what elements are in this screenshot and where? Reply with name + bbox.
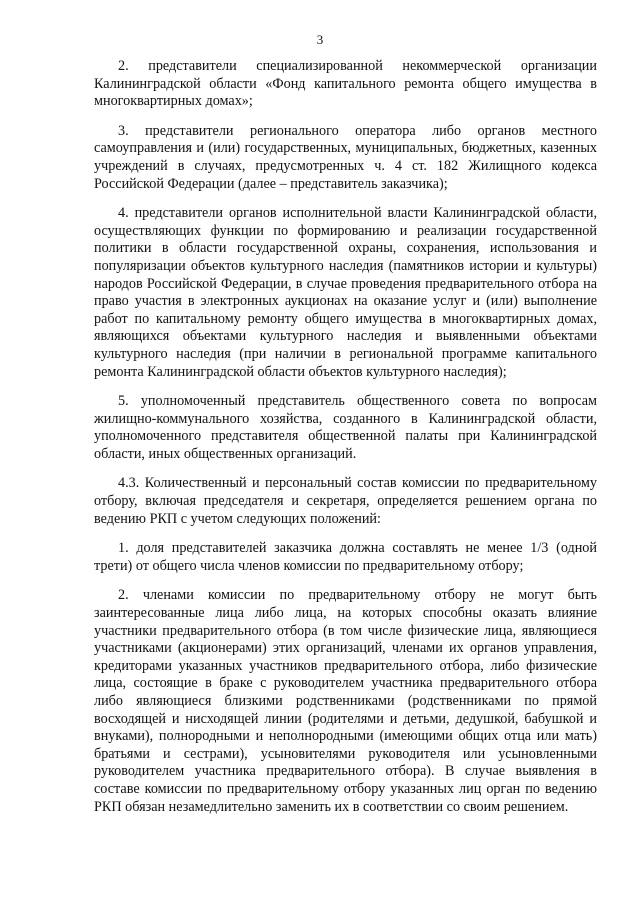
paragraph-item-2: 2. представители специализированной некоммерческой организации Калининградской области «Фонд капитального ремонта общего имущества в многоквартирных домах»; xyxy=(94,58,597,110)
paragraph-section-4-3: 4.3. Количественный и персональный состав комиссии по предварительному отбору, включая председателя и секретаря, определяется решением органа по ведению РКП с учетом следующих положений: xyxy=(94,475,597,527)
paragraph-condition-2: 2. членами комиссии по предварительному отбору не могут быть заинтересованные лица либо лица, на которых способны оказать влияние участники предварительного отбора (в том числе физические лица, являющиеся участниками (акционерами) этих организаций, членами их органов управления, кредиторами указанных участников предварительного отбора, либо физические лица, состоящие в браке с руководителем участника предварительного отбора либо являющиеся близкими родственниками (родственниками по прямой восходящей и нисходящей линии (родителями и детьми, дедушкой, бабушкой и внуками), полнородными и неполнородными (имеющими общих отца или мать) братьями и сестрами), усыновителями руководителя или усыновленными руководителем участника предварительного отбора). В случае выявления в составе комиссии по предварительному отбору указанных лиц орган по ведению РКП обязан незамедлительно заменить их в соответствии со своим решением. xyxy=(94,587,597,815)
paragraph-condition-1: 1. доля представителей заказчика должна составлять не менее 1/3 (одной трети) от общего числа членов комиссии по предварительному отбору; xyxy=(94,540,597,574)
paragraph-item-4: 4. представители органов исполнительной власти Калининградской области, осуществляющих функции по формированию и реализации государственной политики в области государственной охраны, сохранения, использования и популяризации объектов культурного наследия (памятников истории и культуры) народов Российской Федерации, в случае проведения предварительного отбора на право участия в электронных аукционах на оказание услуг и (или) выполнение работ по капитальному ремонту общего имущества в многоквартирных домах, являющихся объектами культурного наследия и выявленными объектами культурного наследия (при наличии в региональной программе капитального ремонта Калининградской области объектов культурного наследия); xyxy=(94,205,597,380)
page-number: 3 xyxy=(316,32,324,47)
document-body xyxy=(94,58,597,826)
paragraph-item-3: 3. представители регионального оператора либо органов местного самоуправления и (или) государственных, муниципальных, бюджетных, казенных учреждений в случаях, предусмотренных ч. 4 ст. 182 Жилищного кодекса Российской Федерации (далее – представитель заказчика); xyxy=(94,122,597,192)
paragraph-item-5: 5. уполномоченный представитель общественного совета по вопросам жилищно-коммунального хозяйства, созданного в Калининградской области, уполномоченного представителя общественной палаты при Калининградской области, иных общественных организаций. xyxy=(94,393,597,462)
